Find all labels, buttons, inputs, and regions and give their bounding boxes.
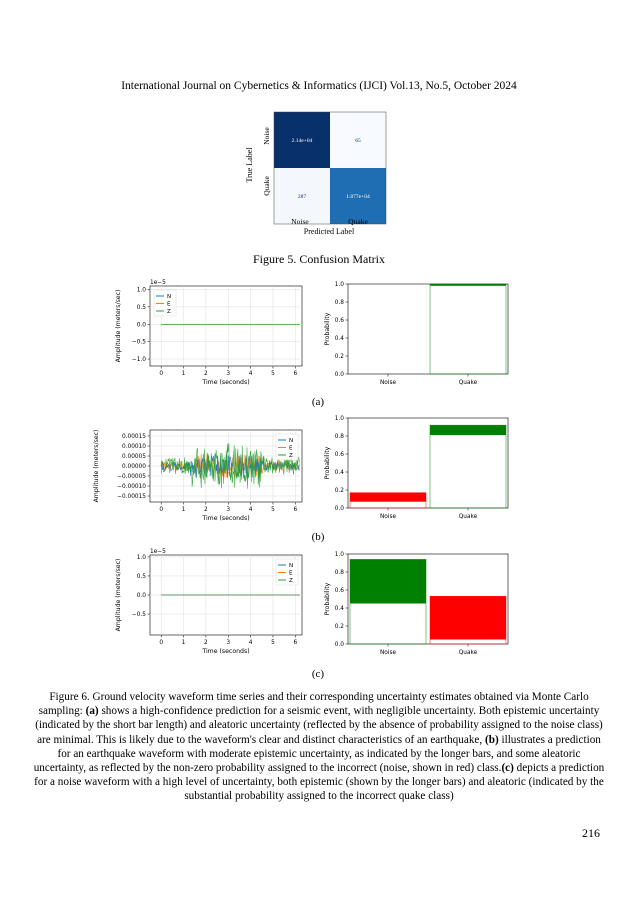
cm-yticklabel-noise: Noise: [262, 127, 271, 145]
sublabel-b: (b): [311, 531, 325, 543]
y-axis-label: Probability: [324, 446, 331, 480]
caption-text-1: Figure 6. Ground velocity waveform time series and their corresponding uncertainty estimates obtained via Monte Carlo sampling:: [38, 691, 589, 718]
x-tick-label: 4: [248, 507, 253, 513]
y-tick-label: 0.0: [136, 593, 146, 599]
x-tick-label: 1: [181, 640, 186, 646]
panel-a-waveform-plot: [112, 276, 312, 400]
legend-label: E: [289, 570, 293, 577]
y-tick-label: 0.2: [334, 354, 344, 360]
caption-text-4: depicts a prediction for a noise waveform with a high level of uncertainty, both epistemic (shown by the longer bars) and aleatoric (indicated by the substantial probability assigned to the incorrect quake class): [34, 762, 605, 803]
x-tick-label: 3: [226, 371, 231, 377]
figure6-caption: [32, 690, 606, 804]
y-tick-label: 0.5: [136, 304, 146, 311]
x-axis-label: Time (seconds): [202, 379, 250, 386]
scale-note: 1e−5: [150, 549, 166, 555]
x-tick-label: 5: [271, 640, 275, 646]
y-tick-label: 0.8: [334, 434, 344, 440]
panel-b-probability-plot: [322, 412, 522, 532]
x-tick-label: 5: [271, 507, 275, 513]
y-tick-label: −0.00010: [117, 484, 146, 490]
x-tick-label: 1: [181, 371, 186, 377]
panel-a-probability-plot: [322, 278, 522, 398]
cm-cell-value: 2.14e+04: [291, 138, 313, 144]
y-tick-label: 0.00000: [122, 464, 146, 470]
y-tick-label: 0.5: [136, 573, 146, 580]
x-tick-label: Quake: [458, 380, 478, 386]
x-tick-label: Quake: [458, 650, 478, 656]
x-tick-label: 5: [271, 371, 275, 377]
y-tick-label: −0.5: [131, 339, 146, 346]
x-tick-label: 2: [204, 371, 208, 377]
caption-ref-b: (b): [485, 733, 499, 746]
cm-xticklabel-noise: Noise: [291, 217, 309, 226]
x-tick-label: 6: [293, 640, 298, 646]
y-tick-label: 0.0: [334, 372, 344, 378]
x-tick-label: 6: [293, 371, 298, 377]
legend-label: N: [289, 438, 294, 444]
y-tick-label: −0.00015: [117, 494, 146, 500]
cm-cell-value: 1.877e+04: [346, 194, 370, 200]
caption-text-2: shows a high-confidence prediction for a seismic event, with negligible uncertainty. Both epistemic uncertainty (indicated by the short bar length) and aleatoric uncertainty (reflected by the absence of probability assigned to the noise class) are minimal. This is likely due to the waveform's clear and distinct characteristics of an earthquake,: [35, 705, 603, 746]
caption-ref-c: (c): [501, 762, 514, 775]
caption-ref-a: (a): [85, 705, 99, 718]
legend-label: Z: [167, 309, 171, 315]
bar-noise: [350, 493, 426, 502]
x-tick-label: 4: [248, 640, 253, 646]
y-tick-label: 0.8: [334, 300, 344, 306]
x-tick-label: 1: [181, 507, 186, 513]
y-tick-label: −0.00005: [117, 474, 146, 480]
y-tick-label: 1.0: [136, 287, 146, 294]
y-tick-label: 0.4: [334, 336, 344, 342]
y-axis-label: Amplitude (meters/sec): [93, 429, 100, 503]
y-tick-label: 0.6: [334, 318, 344, 324]
confusion-matrix: [240, 110, 400, 250]
y-tick-label: 0.2: [334, 624, 344, 630]
scale-note: 1e−5: [150, 280, 166, 286]
y-axis-label: Amplitude (meters/sec): [115, 289, 122, 363]
panel-c-probability-plot: [322, 548, 522, 668]
running-header: International Journal on Cybernetics & Informatics (IJCI) Vol.13, No.5, October 2024: [121, 80, 517, 92]
y-tick-label: 1.0: [334, 416, 344, 422]
x-tick-label: 0: [159, 371, 164, 377]
y-axis-label: Probability: [324, 312, 331, 346]
cm-cell-value: 65: [355, 138, 361, 144]
y-tick-label: 0.00015: [122, 434, 146, 440]
x-axis-label: Time (seconds): [202, 515, 250, 522]
bar-quake: [430, 596, 506, 639]
y-tick-label: 0.0: [334, 642, 344, 648]
x-tick-label: Noise: [379, 650, 397, 656]
legend-label: E: [289, 445, 293, 452]
x-tick-label: 0: [159, 507, 164, 513]
bar-quake: [430, 425, 506, 435]
bar-noise: [350, 559, 426, 603]
x-tick-label: 4: [248, 371, 253, 377]
figure5-caption: Figure 5. Confusion Matrix: [253, 252, 385, 266]
y-tick-label: 0.4: [334, 606, 344, 612]
cm-yticklabel-quake: Quake: [262, 176, 271, 196]
legend-label: N: [289, 563, 294, 569]
page-number: 216: [582, 826, 600, 840]
x-axis-label: Time (seconds): [202, 648, 250, 655]
legend-label: N: [167, 294, 172, 300]
x-tick-label: 2: [204, 640, 208, 646]
y-tick-label: 0.6: [334, 452, 344, 458]
y-tick-label: 1.0: [334, 282, 344, 288]
y-axis-label: Amplitude (meters/sec): [115, 558, 122, 632]
y-tick-label: 0.0: [334, 506, 344, 512]
y-tick-label: −1.0: [131, 357, 146, 364]
y-axis-label: Probability: [324, 582, 331, 616]
y-tick-label: 1.0: [334, 552, 344, 558]
x-tick-label: 2: [204, 507, 208, 513]
x-tick-label: 6: [293, 507, 298, 513]
panel-c-waveform-plot: [112, 545, 312, 669]
y-tick-label: 0.2: [334, 488, 344, 494]
y-tick-label: 0.8: [334, 570, 344, 576]
y-tick-label: −0.5: [131, 612, 146, 619]
y-tick-label: 0.00010: [122, 444, 146, 450]
x-tick-label: Noise: [379, 514, 397, 520]
y-tick-label: 0.4: [334, 470, 344, 476]
y-tick-label: 0.00005: [122, 454, 146, 460]
y-tick-label: 0.6: [334, 588, 344, 594]
cm-ylabel: True Label: [245, 147, 254, 183]
bar-quake: [430, 284, 506, 286]
plot-area: [348, 284, 508, 374]
x-tick-label: 3: [226, 507, 231, 513]
panel-b-waveform-plot: [93, 420, 312, 536]
caption-text-3: illustrates a prediction for an earthquake waveform with moderate epistemic uncertainty, as indicated by the longer bars, and some aleatoric uncertainty, as reflected by the non-zero probability assigned to the incorrect (noise, shown in red) class.: [33, 733, 601, 775]
cm-xlabel: Predicted Label: [303, 227, 355, 236]
x-tick-label: 0: [159, 640, 164, 646]
cm-xticklabel-quake: Quake: [348, 217, 368, 226]
legend-label: Z: [289, 453, 293, 459]
sublabel-a: (a): [311, 396, 325, 408]
legend-label: E: [167, 301, 171, 308]
y-tick-label: 1.0: [136, 554, 146, 561]
x-tick-label: Quake: [458, 514, 478, 520]
legend-label: Z: [289, 578, 293, 584]
x-tick-label: Noise: [379, 380, 397, 386]
y-tick-label: 0.0: [136, 322, 146, 329]
x-tick-label: 3: [226, 640, 231, 646]
cm-cell-value: 287: [297, 194, 307, 200]
sublabel-c: (c): [311, 668, 325, 680]
